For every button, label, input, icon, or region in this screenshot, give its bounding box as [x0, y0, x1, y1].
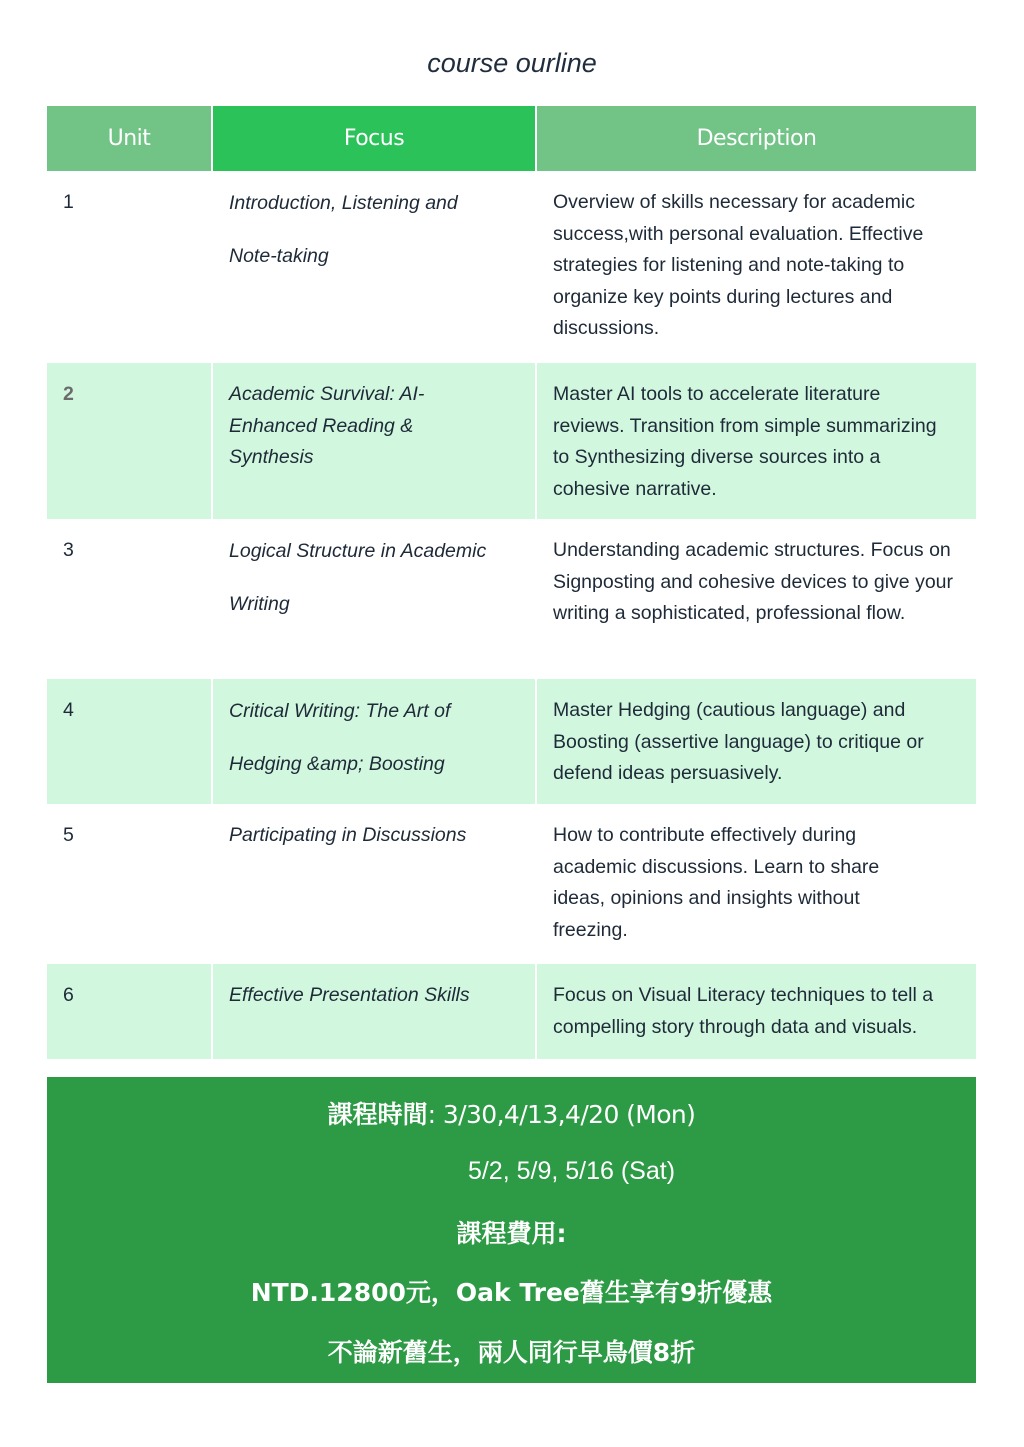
focus-cell — [212, 679, 536, 804]
focus-cell — [212, 804, 536, 964]
table-row — [47, 679, 976, 804]
description-cell — [536, 171, 976, 363]
table-row — [47, 171, 976, 363]
focus-cell — [212, 519, 536, 679]
fee-label: 課程費用: — [456, 1219, 567, 1248]
unit-number: 1 — [63, 191, 74, 213]
schedule-weekday-dates: : 3/30,4/13,4/20 (Mon) — [427, 1100, 696, 1129]
unit-number: 5 — [63, 824, 74, 846]
unit-cell — [47, 679, 212, 804]
header-focus: Focus — [212, 106, 536, 171]
unit-cell — [47, 363, 212, 519]
unit-cell — [47, 804, 212, 964]
table-row — [47, 363, 976, 519]
description-text: Overview of skills necessary for academic success,with personal evaluation. Effective strategies for listening and note-taking to organize key points during lectures and discussions. — [553, 191, 924, 339]
unit-cell — [47, 964, 212, 1059]
description-text: How to contribute effectively during academic discussions. Learn to share ideas, opinions and insights without freezing. — [553, 824, 880, 941]
focus-text: Logical Structure in Academic Writing — [229, 540, 487, 615]
focus-cell — [212, 171, 536, 363]
schedule-label: 課程時間 — [327, 1100, 428, 1129]
focus-text: Critical Writing: The Art of Hedging &amp; Boosting — [229, 700, 451, 775]
course-info-box — [47, 1077, 976, 1383]
fee-detail: NTD.12800元，Oak Tree舊生享有9折優惠 — [250, 1278, 773, 1307]
schedule-weekend-dates: 5/2, 5/9, 5/16 (Sat) — [467, 1157, 676, 1185]
header-description: Description — [536, 106, 976, 171]
unit-cell — [47, 171, 212, 363]
focus-text: Effective Presentation Skills — [229, 984, 470, 1006]
page-title: course ourline — [427, 48, 597, 78]
unit-number: 4 — [63, 699, 74, 721]
description-cell — [536, 679, 976, 804]
schedule-line — [47, 1095, 976, 1131]
header-unit: Unit — [47, 106, 212, 171]
description-text: Master AI tools to accelerate literature reviews. Transition from simple summarizing to Synthesizing diverse sources into a cohesive narrative. — [553, 383, 937, 500]
unit-cell — [47, 519, 212, 679]
focus-text: Academic Survival: AI-Enhanced Reading & Synthesis — [229, 383, 425, 468]
table-row — [47, 964, 976, 1059]
focus-text: Introduction, Listening and Note-taking — [229, 192, 458, 267]
table-header-row — [47, 106, 976, 171]
description-cell — [536, 964, 976, 1059]
description-cell — [536, 519, 976, 679]
description-cell — [536, 363, 976, 519]
description-text: Focus on Visual Literacy techniques to tell a compelling story through data and visuals. — [553, 984, 934, 1038]
table-row — [47, 804, 976, 964]
description-cell — [536, 804, 976, 964]
course-outline-table — [47, 106, 976, 1059]
description-text: Master Hedging (cautious language) and Boosting (assertive language) to critique or defend ideas persuasively. — [553, 699, 924, 784]
focus-text: Participating in Discussions — [229, 824, 467, 846]
table-row — [47, 519, 976, 679]
focus-cell — [212, 964, 536, 1059]
description-text: Understanding academic structures. Focus on Signposting and cohesive devices to give your writing a sophisticated, professional flow. — [553, 539, 953, 624]
early-bird-offer: 不論新舊生，兩人同行早鳥價8折 — [327, 1338, 696, 1367]
unit-number: 2 — [63, 383, 74, 405]
focus-cell — [212, 363, 536, 519]
unit-number: 6 — [63, 984, 74, 1006]
unit-number: 3 — [63, 539, 74, 561]
